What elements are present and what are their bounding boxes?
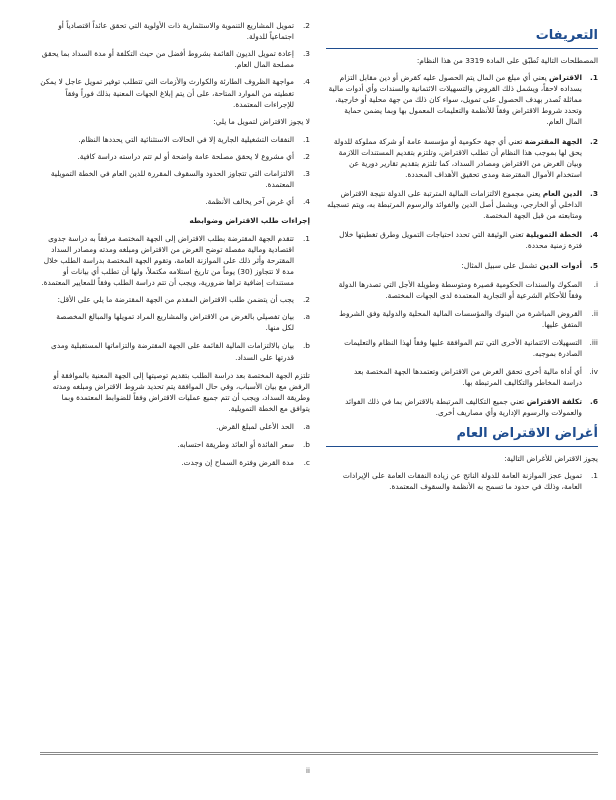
borrowing-purposes-heading: أغراض الاقتراض العام — [326, 426, 598, 447]
debt-tool-item: i. الصكوك والسندات الحكومية قصيرة ومتوسطة وطويلة الأجل التي تصدرها الدولة وفقاً للأحكام الشرعية أو التجارية المعتمدة لدى الجهات المختصة. — [338, 279, 598, 300]
purposes-intro: يجوز الاقتراض للأغراض التالية: — [504, 453, 598, 463]
prohibited-item: 1. النفقات التشغيلية الجارية إلا في الحالات الاستثنائية التي يحددها النظام. — [78, 134, 310, 144]
requirement-item: b. بيان بالالتزامات المالية القائمة على الجهة المقترضة والتزاماتها المستقبلية ومدى قدرتها على السداد. — [51, 341, 310, 362]
purpose-item: 4. مواجهة الظروف الطارئة والكوارث والأزمات التي تتطلب توفير تمويل عاجل لا يمكن تغطيته من الموارد المتاحة، على أن يتم إبلاغ الجهات المعنية بذلك فوراً وفقاً للإجراءات المعتمدة. — [40, 77, 310, 109]
prohibited-item: 2. أي مشروع لا يحقق مصلحة عامة واضحة أو لم تتم دراسته دراسة كافية. — [77, 151, 310, 161]
requirement-item: a. بيان تفصيلي بالغرض من الاقتراض والمشاريع المراد تمويلها والمبالغ المخصصة لكل منها. — [56, 312, 310, 333]
purpose-item: 1. تمويل عجز الموازنة العامة للدولة الناتج عن زيادة النفقات العامة على الإيرادات العامة، وذلك في حدود ما تسمح به الأنظمة والسقوف المعتمدة. — [342, 470, 598, 491]
debt-tool-item: ii. القروض المباشرة من البنوك والمؤسسات المالية المحلية والدولية وفق الشروط المتفق عليها. — [339, 308, 598, 329]
procedures-heading: إجراءات طلب الاقتراض وضوابطه — [189, 216, 310, 226]
prohibited-intro: لا يجوز الاقتراض لتمويل ما يلي: — [213, 116, 310, 126]
definitions-heading: التعريفات — [326, 28, 598, 49]
term-item: a. الحد الأعلى لمبلغ القرض. — [216, 422, 310, 432]
right-column — [326, 20, 598, 498]
footer-divider — [40, 752, 598, 755]
definition-item: 6. تكلفة الاقتراض تعني جميع التكاليف المرتبطة بالاقتراض بما في ذلك الفوائد والعمولات والرسوم الإدارية وأي مصاريف أخرى. — [345, 396, 598, 417]
term-item: b. سعر الفائدة أو العائد وطريقة احتسابه. — [177, 440, 310, 450]
definition-item: 4. الخطة التمويلية تعني الوثيقة التي تحدد احتياجات التمويل وطرق تغطيتها خلال فترة زمنية محددة. — [339, 230, 598, 251]
purpose-item: 2. تمويل المشاريع التنموية والاستثمارية ذات الأولوية التي تحقق عائداً اقتصادياً أو اجتماعياً للدولة. — [58, 21, 310, 42]
definition-item: 5. أدوات الدين تشمل على سبيل المثال: — [461, 260, 598, 270]
purpose-item: 3. إعادة تمويل الديون القائمة بشروط أفضل من حيث التكلفة أو مدة السداد بما يحقق مصلحة المال العام. — [41, 49, 310, 70]
term-item: c. مدة القرض وفترة السماح إن وجدت. — [181, 458, 310, 468]
prohibited-item: 4. أي غرض آخر يخالف الأنظمة. — [205, 197, 310, 207]
definition-item: 1. الاقتراض يعني أي مبلغ من المال يتم الحصول عليه كقرض أو دين مقابل التزام بسداده لاحقاً، ويشمل ذلك القروض والتسهيلات الائتمانية والسندات وأي أدوات مالية مماثلة تُصدر بهدف الحصول على تمويل، سواء كان ذلك من جهة محلية أو خارجية، وتحدد شروط الاقتراض وفقاً للأنظمة والتعليمات المعمول بها وبما يضمن حماية المال العام. — [328, 73, 598, 127]
approval-paragraph: تلتزم الجهة المختصة بعد دراسة الطلب بتقديم توصيتها إلى الجهة المعنية بالموافقة أو الرفض مع بيان الأسباب، وفي حال الموافقة يتم تحديد شروط الاقتراض ومبلغه ومدته وطريقة السداد، ويجب أن تتم جميع عمليات الاقتراض وفقاً للضوابط المعتمدة وبما يتوافق مع الخطة التمويلية. — [52, 370, 310, 413]
procedure-paragraph: 2. يجب أن يتضمن طلب الاقتراض المقدم من الجهة المقترضة ما يلي على الأقل: — [57, 295, 310, 305]
debt-tool-item: iv. أي أداة مالية أخرى تحقق الغرض من الاقتراض وتعتمدها الجهة المختصة بعد دراسة المخاطر والتكاليف المرتبطة بها. — [353, 367, 598, 388]
prohibited-item: 3. الالتزامات التي تتجاوز الحدود والسقوف المقررة للدين العام في الخطة التمويلية المعتمدة. — [50, 169, 310, 190]
page-number: ii — [306, 767, 310, 775]
definition-item: 2. الجهة المقترضة تعني أي جهة حكومية أو مؤسسة عامة أو شركة مملوكة للدولة يحق لها بموجب هذا النظام أن تطلب الاقتراض، وتلتزم بتقديم المستندات اللازمة وبيان الغرض من الاقتراض ومصادر السداد، كما تلتزم بتقديم تقارير دورية عن استخدام الأموال المقترضة ومدى تحقيق الأهداف المحددة. — [333, 136, 598, 179]
left-column — [40, 20, 310, 475]
debt-tool-item: iii. التسهيلات الائتمانية الأخرى التي تتم الموافقة عليها وفقاً لهذا النظام والتعليمات الصادرة بموجبه. — [344, 338, 598, 359]
definition-item: 3. الدين العام يعني مجموع الالتزامات المالية المترتبة على الدولة نتيجة الاقتراض الداخلي أو الخارجي، ويشمل أصل الدين والفوائد والرسوم المرتبطة به، ويتم تسجيله ومتابعته من قبل الجهة المختصة. — [327, 188, 598, 221]
procedure-paragraph: 1. تتقدم الجهة المقترضة بطلب الاقتراض إلى الجهة المختصة مرفقاً به دراسة جدوى اقتصادية ومالية مفصلة توضح الغرض من الاقتراض ومبلغه ومدته ومصادر السداد المقترحة وأثر ذلك على الموازنة العامة، وتقوم الجهة المختصة بدراسة الطلب خلال مدة لا تتجاوز (30) يوماً من تاريخ استلامه مكتملاً، ولها أن تطلب أي بيانات أو مستندات إضافية تراها ضرورية، ويجب أن تتم دراسة الطلب وفقاً للمعايير المعتمدة. — [41, 233, 310, 287]
definitions-intro: المصطلحات التالية تُطبّق على المادة 3319 من هذا النظام: — [416, 55, 598, 65]
